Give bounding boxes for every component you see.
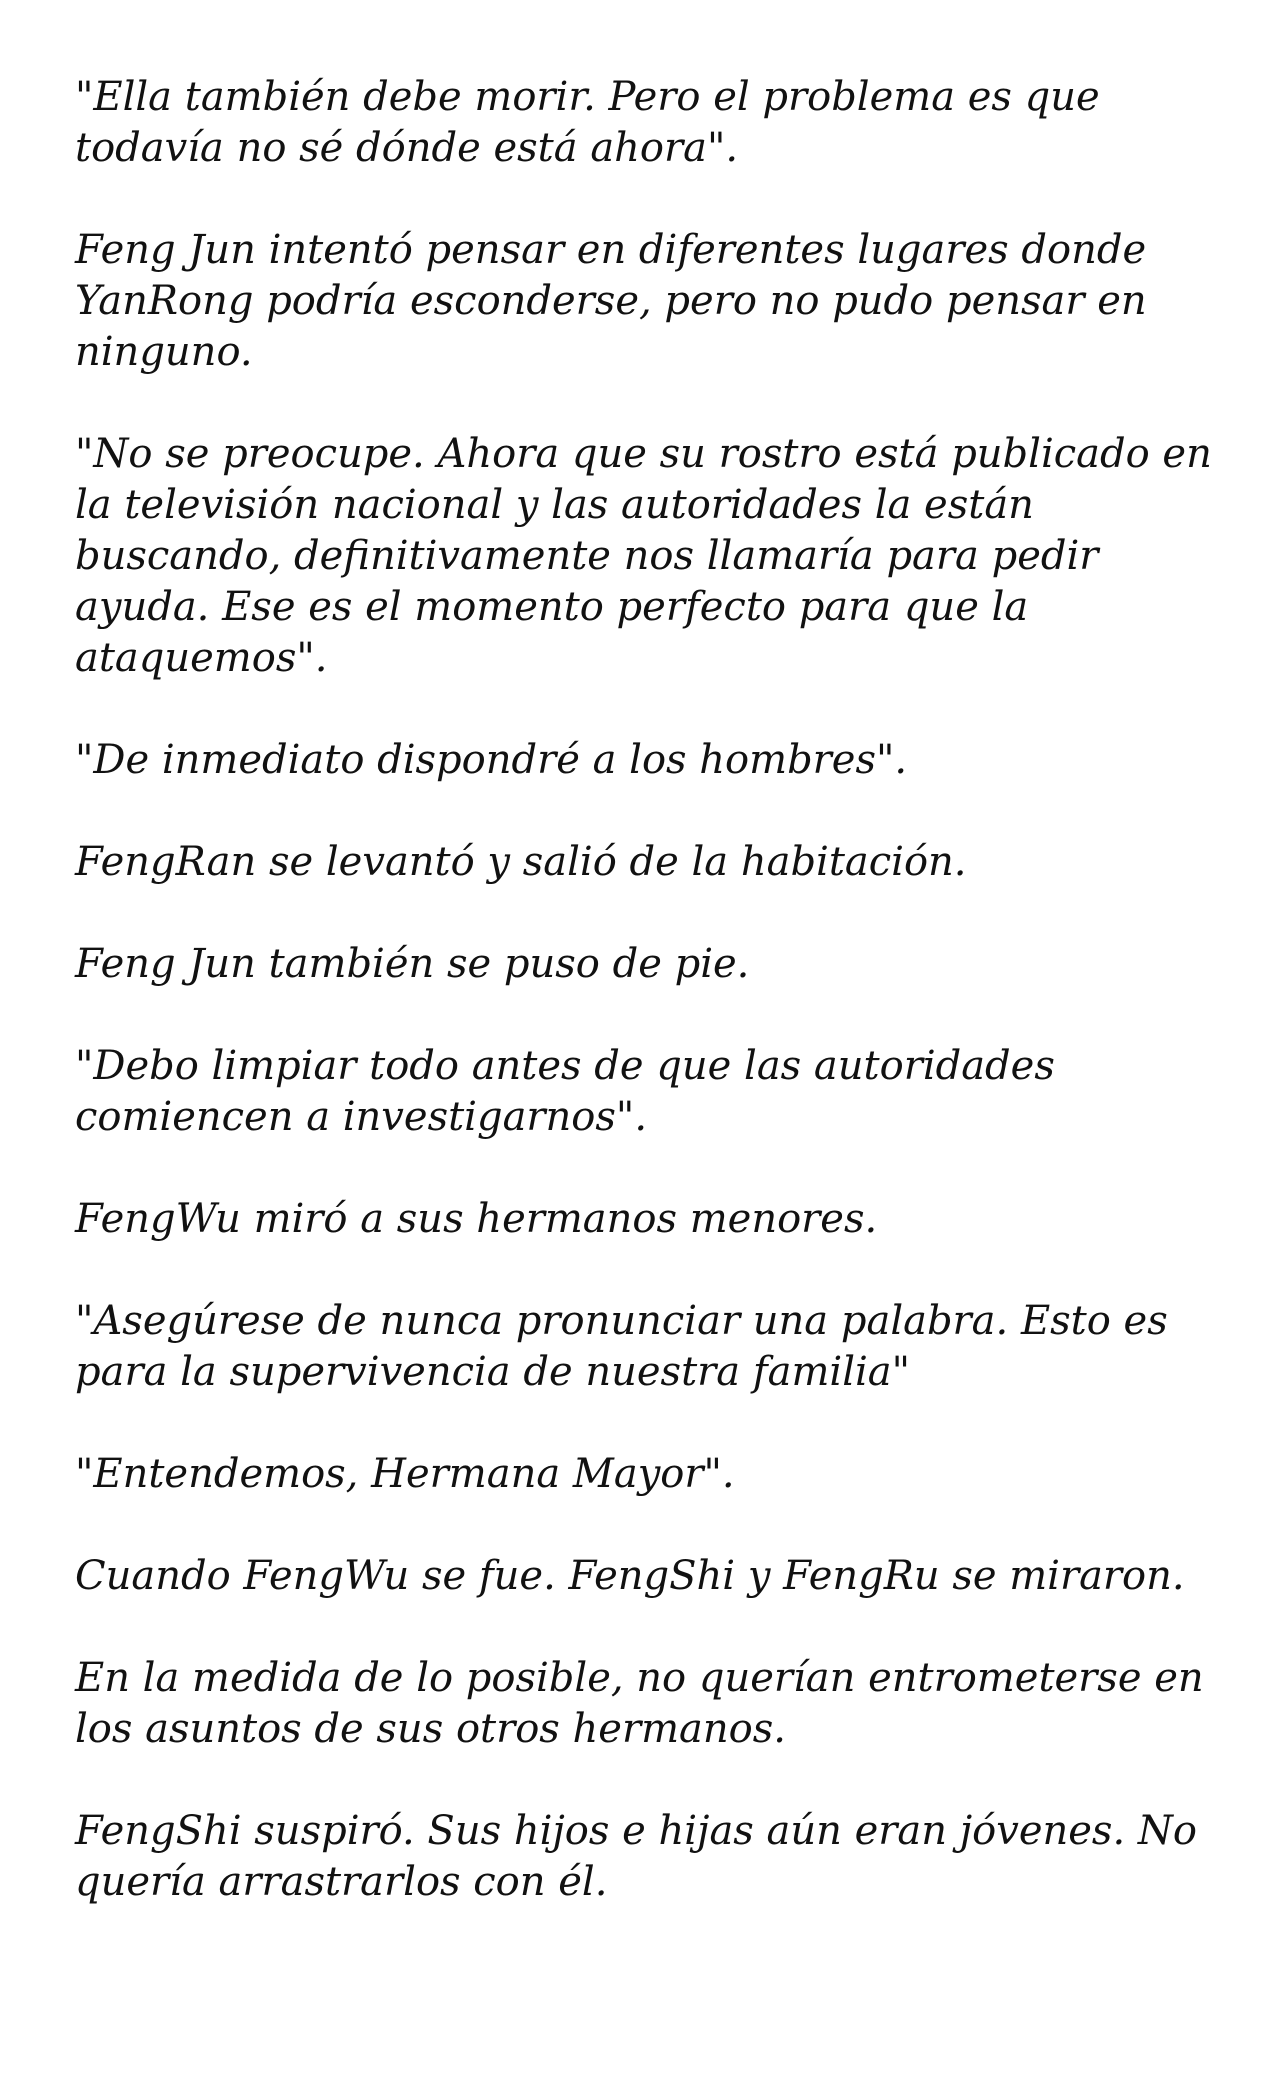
paragraph: En la medida de lo posible, no querían entrometerse en los asuntos de sus otros hermanos. xyxy=(75,1655,1204,1752)
paragraph: "Entendemos, Hermana Mayor". xyxy=(75,1451,735,1497)
paragraph: Feng Jun también se puso de pie. xyxy=(75,941,750,987)
paragraph: "Debo limpiar todo antes de que las autoridades comiencen a investigarnos". xyxy=(75,1043,1055,1140)
paragraph: Cuando FengWu se fue. FengShi y FengRu se miraron. xyxy=(75,1553,1185,1599)
paragraph: Feng Jun intentó pensar en diferentes lugares donde YanRong podría esconderse, pero no pudo pensar en ninguno. xyxy=(75,227,1147,375)
paragraph: "No se preocupe. Ahora que su rostro está publicado en la televisión nacional y las autoridades la están buscando, definitivamente nos llamaría para pedir ayuda. Ese es el momento perfecto para que la ataquemos". xyxy=(75,431,1212,681)
paragraph: FengShi suspiró. Sus hijos e hijas aún eran jóvenes. No quería arrastrarlos con él. xyxy=(75,1808,1197,1905)
paragraph: "Asegúrese de nunca pronunciar una palabra. Esto es para la supervivencia de nuestra familia" xyxy=(75,1298,1168,1395)
document-body xyxy=(75,72,1225,1908)
paragraph: FengWu miró a sus hermanos menores. xyxy=(75,1196,878,1242)
paragraph: "Ella también debe morir. Pero el problema es que todavía no sé dónde está ahora". xyxy=(75,74,1100,171)
paragraph: "De inmediato dispondré a los hombres". xyxy=(75,737,908,783)
paragraph: FengRan se levantó y salió de la habitación. xyxy=(75,839,967,885)
